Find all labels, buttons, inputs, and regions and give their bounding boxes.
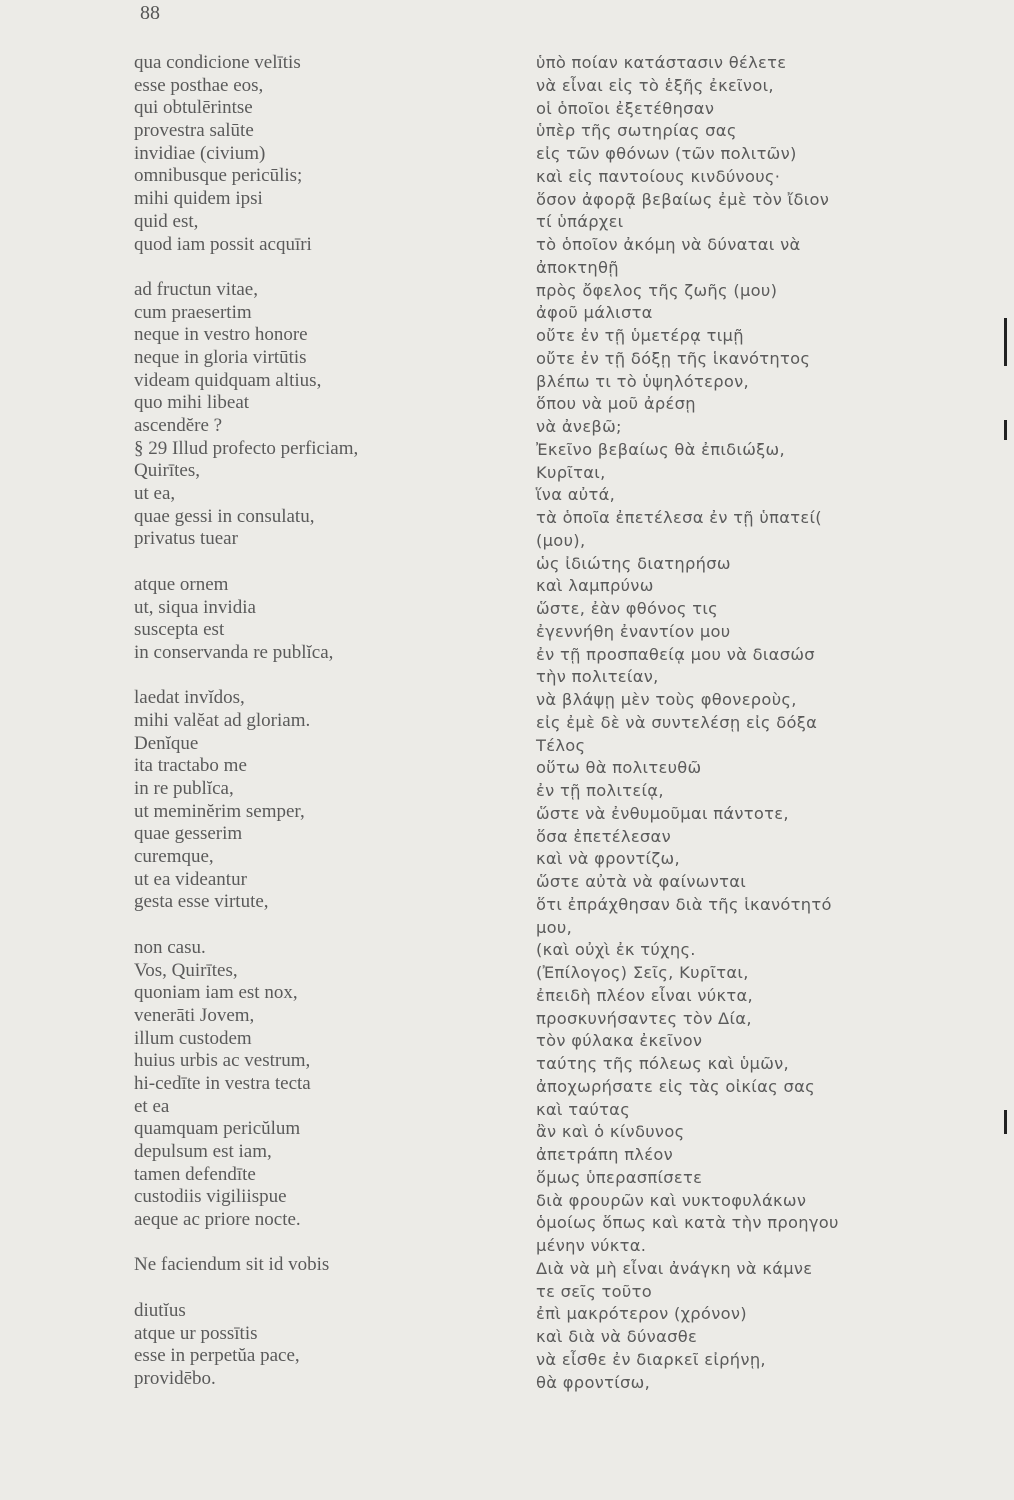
greek-line: καὶ λαμπρύνω — [536, 576, 654, 596]
latin-line: et ea — [134, 1095, 170, 1117]
latin-line: qua condicione velītis — [134, 52, 301, 73]
greek-line: ὑπὸ ποίαν κατάστασιν θέλετε — [536, 53, 787, 72]
latin-line: illum custodem — [134, 1027, 252, 1049]
latin-line: Quirītes, — [134, 460, 200, 482]
greek-line: ὁμοίως ὅπως καὶ κατὰ τὴν προηγου — [536, 1213, 839, 1233]
latin-line: curemque, — [134, 846, 214, 868]
greek-line: εἰς τῶν φθόνων (τῶν πολιτῶν) — [536, 144, 797, 163]
latin-line: ascendĕre ? — [134, 415, 223, 436]
margin-mark — [1004, 318, 1007, 366]
latin-line: neque in vestro honore — [134, 324, 308, 346]
greek-line: τὰ ὁποῖα ἐπετέλεσα ἐν τῇ ὑπατεί( — [536, 508, 822, 527]
greek-line: καὶ ταύτας — [536, 1099, 631, 1119]
latin-line: laedat invĭdos, — [134, 687, 245, 709]
greek-line: τε σεῖς τοῦτο — [536, 1281, 652, 1301]
latin-text-column — [134, 52, 494, 1391]
latin-line: quoniam iam est nox, — [134, 982, 298, 1004]
greek-line: οὕτω θὰ πολιτευθῶ — [536, 758, 702, 778]
greek-line: ὅτι ἐπράχθησαν διὰ τῆς ἱκανότητό — [536, 894, 832, 914]
greek-line: καὶ εἰς παντοίους κινδύνους· — [536, 166, 781, 186]
greek-line: νὰ βλάψῃ μὲν τοὺς φθονεροὺς, — [536, 690, 797, 709]
latin-line: atque ur possītis — [134, 1322, 258, 1344]
greek-line: ἐπειδὴ πλέον εἶναι νύκτα, — [536, 985, 753, 1005]
greek-line: ὑπὲρ τῆς σωτηρίας σας — [536, 121, 737, 141]
greek-line: οὔτε ἐν τῇ ὑμετέρᾳ τιμῇ — [536, 326, 744, 345]
latin-line: atque ornem — [134, 573, 229, 595]
latin-line: quamquam pericŭlum — [134, 1118, 301, 1140]
greek-line: ἐν τῇ πολιτείᾳ, — [536, 781, 664, 800]
latin-line: qui obtulērintse — [134, 97, 253, 119]
latin-line: ut meminĕrim semper, — [134, 800, 305, 822]
greek-line: θὰ φροντίσω, — [536, 1372, 651, 1392]
greek-line: πρὸς ὄφελος τῆς ζωῆς (μου) — [536, 280, 778, 300]
stanza-gap — [134, 1277, 494, 1300]
latin-line: ita tractabo me — [134, 755, 247, 777]
greek-line: ὡς ἰδιώτης διατηρήσω — [536, 553, 731, 573]
greek-line: ὥστε νὰ ἐνθυμοῦμαι πάντοτε, — [536, 803, 789, 823]
latin-line: quae gessi in consulatu, — [134, 505, 315, 527]
latin-line: tamen defendīte — [134, 1163, 256, 1185]
latin-line: gesta esse virtute, — [134, 891, 269, 913]
greek-line: ὅσα ἐπετέλεσαν — [536, 826, 671, 846]
greek-line: τὸν φύλακα ἐκεῖνον — [536, 1031, 703, 1051]
greek-line: βλέπω τι τὸ ὑψηλότερον, — [536, 371, 750, 391]
greek-line: νὰ εἶσθε ἐν διαρκεῖ εἰρήνῃ, — [536, 1349, 766, 1369]
margin-mark — [1004, 1110, 1007, 1134]
greek-line: ἀποχωρήσατε εἰς τὰς οἰκίας σας — [536, 1076, 815, 1096]
latin-line: quid est, — [134, 210, 199, 232]
greek-line: Διὰ νὰ μὴ εἶναι ἀνάγκη νὰ κάμνε — [536, 1258, 813, 1278]
greek-line: οὔτε ἐν τῇ δόξῃ τῆς ἱκανότητος — [536, 348, 811, 368]
latin-line: huius urbis ac vestrum, — [134, 1050, 311, 1072]
latin-line: providēbo. — [134, 1367, 216, 1389]
latin-line: provestra salūte — [134, 120, 254, 142]
greek-line: μένην νύκτα. — [536, 1236, 647, 1255]
greek-line: καὶ διὰ νὰ δύνασθε — [536, 1327, 698, 1346]
latin-line: depulsum est iam, — [134, 1141, 272, 1162]
greek-line: ἐγεννήθη ἐναντίον μου — [536, 621, 731, 641]
page-number: 88 — [140, 2, 160, 24]
latin-line: privatus tuear — [134, 528, 238, 550]
greek-line: τὴν πολιτείαν, — [536, 667, 659, 687]
latin-line: custodiis vigiliispue — [134, 1186, 287, 1208]
latin-line: Ne faciendum sit id vobis — [134, 1254, 330, 1276]
latin-line: ut ea, — [134, 483, 176, 505]
greek-line: ταύτης τῆς πόλεως καὶ ὑμῶν, — [536, 1054, 790, 1073]
greek-line: οἱ ὁποῖοι ἐξετέθησαν — [536, 98, 715, 118]
latin-line: hi-cedīte in vestra tecta — [134, 1072, 311, 1094]
greek-line: Τέλος — [536, 735, 586, 755]
stanza-gap — [134, 1232, 494, 1255]
greek-line: διὰ φρουρῶν καὶ νυκτοφυλάκων — [536, 1190, 807, 1210]
latin-line: ut, siqua invidia — [134, 596, 256, 618]
greek-line: ὅσον ἀφορᾷ βεβαίως ἐμὲ τὸν ἴδιον — [536, 189, 830, 209]
latin-line: ad fructun vitae, — [134, 278, 258, 300]
margin-mark — [1004, 420, 1007, 440]
latin-line: Vos, Quirītes, — [134, 959, 238, 981]
latin-line: videam quidquam altius, — [134, 369, 322, 391]
latin-line: quo mihi libeat — [134, 392, 250, 414]
latin-line: in re publĭca, — [134, 778, 234, 799]
greek-line: ὅμως ὑπερασπίσετε — [536, 1167, 703, 1187]
latin-line: esse posthae eos, — [134, 74, 264, 96]
latin-line: suscepta est — [134, 619, 225, 641]
stanza-gap — [134, 914, 494, 937]
latin-line: neque in gloria virtūtis — [134, 346, 307, 368]
greek-line: (μου), — [536, 530, 586, 550]
greek-line: νὰ εἶναι εἰς τὸ ἑξῆς ἐκεῖνοι, — [536, 75, 774, 95]
greek-translation-column — [536, 52, 976, 1394]
latin-line: mihi quidem ipsi — [134, 188, 263, 210]
greek-line: ἀφοῦ μάλιστα — [536, 303, 653, 323]
stanza-gap — [134, 665, 494, 688]
greek-line: τί ὑπάρχει — [536, 212, 624, 232]
greek-line: ἀπετράπη πλέον — [536, 1145, 673, 1164]
greek-line: προσκυνήσαντες τὸν Δία, — [536, 1008, 752, 1028]
latin-line: Denĭque — [134, 732, 199, 754]
greek-line: τὸ ὁποῖον ἀκόμη νὰ δύναται νὰ — [536, 235, 801, 254]
greek-line: Ἐκεῖνο βεβαίως θὰ ἐπιδιώξω, — [536, 439, 785, 459]
latin-line: diutĭus — [134, 1299, 186, 1321]
latin-line: omnibusque pericūlis; — [134, 165, 303, 187]
greek-line: (Ἐπίλογος) Σεῖς, Κυρῖται, — [536, 963, 749, 982]
latin-line: quod iam possit acquīri — [134, 233, 312, 255]
greek-line: καὶ νὰ φροντίζω, — [536, 849, 680, 869]
greek-line: ἐπὶ μακρότερον (χρόνον) — [536, 1304, 747, 1324]
latin-line: aeque ac priore nocte. — [134, 1209, 301, 1231]
greek-line: (καὶ οὐχὶ ἐκ τύχης. — [536, 940, 696, 960]
greek-line: εἰς ἐμὲ δὲ νὰ συντελέσῃ εἰς δόξα — [536, 712, 818, 732]
latin-line: esse in perpetŭa pace, — [134, 1345, 300, 1367]
latin-line: ut ea videantur — [134, 868, 247, 890]
latin-line: in conservanda re publĭca, — [134, 641, 334, 663]
stanza-gap — [134, 551, 494, 574]
latin-line: non casu. — [134, 936, 206, 958]
greek-line: νὰ ἀνεβῶ; — [536, 417, 622, 436]
greek-line: ἂν καὶ ὁ κίνδυνος — [536, 1122, 685, 1142]
greek-line: ὥστε, ἐὰν φθόνος τις — [536, 599, 719, 618]
latin-line: § 29 Illud profecto perficiam, — [134, 437, 359, 459]
greek-line: ἀποκτηθῇ — [536, 257, 619, 277]
greek-line: ὥστε αὐτὰ νὰ φαίνωνται — [536, 872, 747, 891]
stanza-gap — [134, 256, 494, 279]
greek-line: μου, — [536, 917, 573, 937]
latin-line: invidiae (civium) — [134, 142, 266, 164]
greek-line: ἐν τῇ προσπαθείᾳ μου νὰ διασώσ — [536, 644, 815, 664]
latin-line: venerāti Jovem, — [134, 1004, 255, 1026]
greek-line: ἵνα αὐτά, — [536, 485, 616, 505]
latin-line: quae gesserim — [134, 823, 243, 845]
greek-line: ὅπου νὰ μοῦ ἀρέσῃ — [536, 394, 696, 414]
latin-line: mihi valĕat ad gloriam. — [134, 709, 311, 731]
latin-line: cum praesertim — [134, 301, 252, 323]
greek-line: Κυρῖται, — [536, 462, 606, 482]
